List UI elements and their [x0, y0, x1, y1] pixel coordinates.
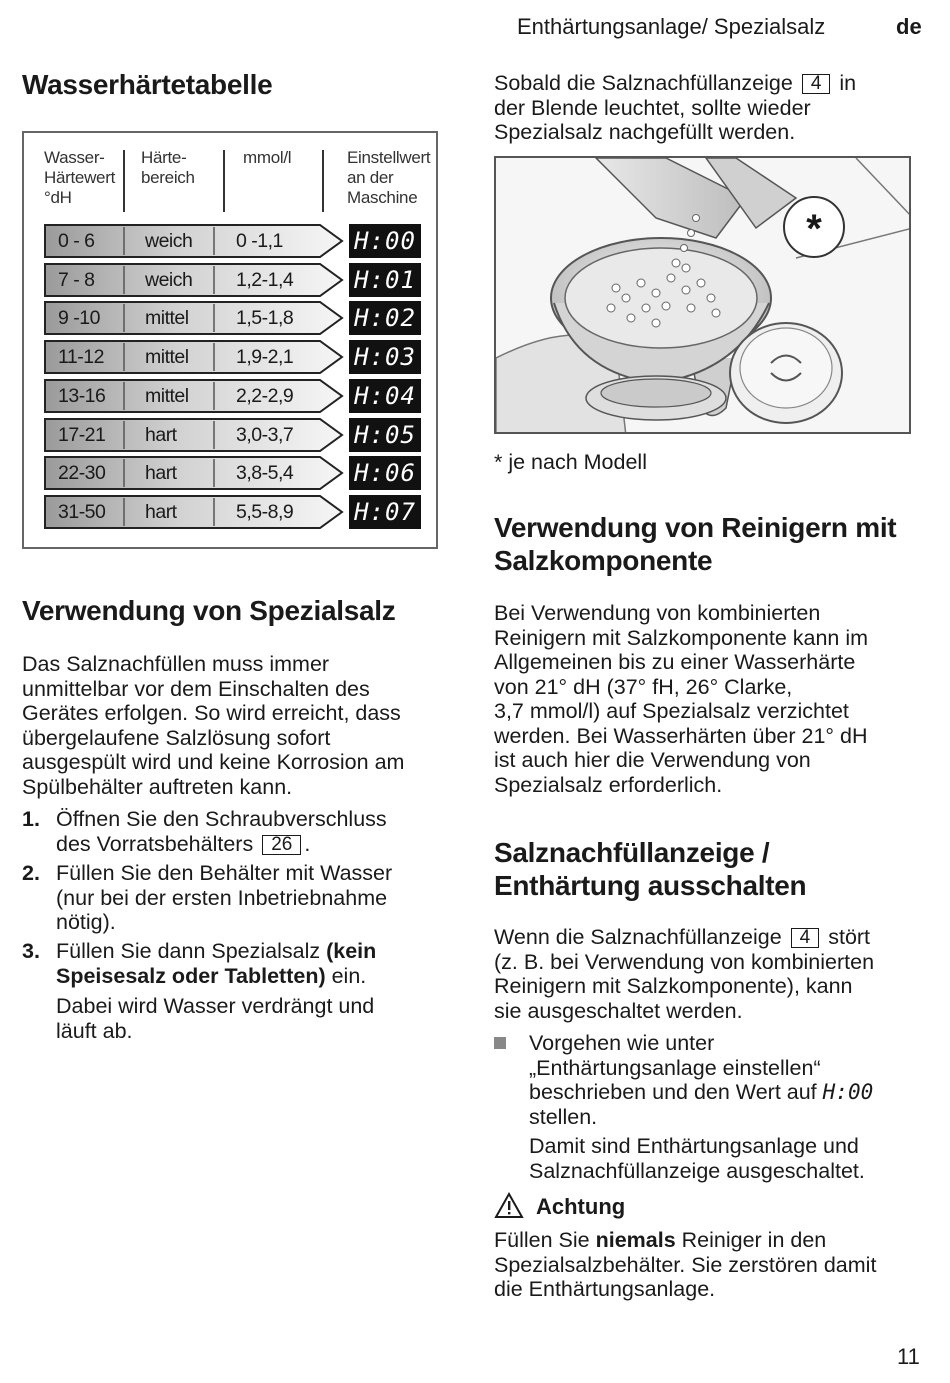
table-row — [44, 495, 424, 529]
model-marker: * — [806, 207, 822, 251]
table-heading: Wasserhärtetabelle — [22, 69, 273, 100]
machine-setting-display: H:06 — [349, 456, 421, 490]
hardness-dh: 31-50 — [58, 501, 106, 523]
hardness-range: mittel — [145, 307, 189, 329]
machine-setting-display: H:01 — [349, 263, 421, 297]
step-1: 1. Öffnen Sie den Schraubverschluss des Vorratsbehälters 26 . — [22, 807, 387, 856]
hardness-range: weich — [145, 230, 193, 252]
machine-setting-display: H:07 — [349, 495, 421, 529]
hardness-mmol: 3,0-3,7 — [236, 424, 294, 446]
reference-number: 4 — [791, 928, 820, 948]
machine-setting-display: H:03 — [349, 340, 421, 374]
warning-title: Achtung — [536, 1194, 626, 1219]
column-header-range: Härte- bereich — [141, 148, 195, 187]
hardness-mmol: 1,9-2,1 — [236, 346, 294, 368]
ausschalten-text: Wenn die Salznachfüllanzeige 4 stört (z. B. bei Verwendung von kombinierten Reinigern mit Salzkomponente), kann sie ausgeschaltet werden. — [494, 925, 875, 1023]
bullet-square-icon — [494, 1037, 506, 1049]
machine-setting-display: H:02 — [349, 301, 421, 335]
hardness-range: mittel — [145, 346, 189, 368]
column-divider — [322, 150, 324, 212]
table-row — [44, 379, 424, 413]
reference-number: 26 — [262, 835, 301, 855]
page-number: 11 — [897, 1344, 920, 1369]
hardness-dh: 11-12 — [58, 346, 104, 368]
reiniger-text: Bei Verwendung von kombinierten Reinigern mit Salzkomponente kann im Allgemeinen bis zu einer Wasserhärte von 21° dH (37° fH, 26° Clarke, 3,7 mmol/l) auf Spezialsalz verzichtet werden. Bei Wasserhärten über 21° dH ist auch hier die Verwendung von Spezialsalz erforderlich. — [494, 601, 869, 797]
hardness-dh: 13-16 — [58, 385, 106, 407]
hardness-range: hart — [145, 462, 177, 484]
hardness-range: hart — [145, 501, 177, 523]
warning-triangle-icon — [494, 1192, 524, 1219]
funnel-drawing — [496, 158, 911, 434]
table-row — [44, 224, 424, 258]
hardness-dh: 0 - 6 — [58, 230, 95, 252]
hardness-range: hart — [145, 424, 177, 446]
column-header-dh: Wasser- Härtewert °dH — [44, 148, 115, 207]
salt-filling-illustration — [494, 156, 911, 434]
setting-value: H:00 — [822, 1080, 874, 1104]
step-3: 3. Füllen Sie dann Spezialsalz (kein Speisesalz oder Tabletten) ein. Dabei wird Wasser verdrängt und läuft ab. — [22, 939, 377, 1043]
language-tag: de — [896, 14, 922, 39]
section-title: Enthärtungsanlage/ Spezialsalz — [517, 14, 826, 39]
machine-setting-display: H:00 — [349, 224, 421, 258]
table-row — [44, 301, 424, 335]
hardness-dh: 17-21 — [58, 424, 106, 446]
table-row — [44, 418, 424, 452]
machine-setting-display: H:05 — [349, 418, 421, 452]
hardness-mmol: 1,5-1,8 — [236, 307, 294, 329]
column-divider — [123, 150, 125, 212]
hardness-range: weich — [145, 269, 193, 291]
step-2: 2. Füllen Sie den Behälter mit Wasser (nur bei der ersten Inbetriebnahme nötig). — [22, 861, 393, 934]
hardness-range: mittel — [145, 385, 189, 407]
table-row — [44, 263, 424, 297]
section-heading-spezialsalz: Verwendung von Spezialsalz — [22, 595, 396, 626]
hardness-mmol: 0 -1,1 — [236, 230, 283, 252]
hardness-mmol: 5,5-8,9 — [236, 501, 294, 523]
page-header — [0, 14, 950, 44]
hardness-mmol: 3,8-5,4 — [236, 462, 294, 484]
hardness-dh: 7 - 8 — [58, 269, 95, 291]
refill-indicator-intro: Sobald die Salznachfüllanzeige 4 in der Blende leuchtet, sollte wieder Spezialsalz nachgefüllt werden. — [494, 71, 857, 144]
column-header-setting: Einstellwert an der Maschine — [347, 148, 431, 207]
machine-setting-display: H:04 — [349, 379, 421, 413]
bullet-instruction: Vorgehen wie unter „Enthärtungsanlage einstellen“ beschrieben und den Wert auf H:00 stellen. Damit sind Enthärtungsanlage und Salznachfüllanzeige ausgeschaltet. — [529, 1031, 874, 1183]
hardness-mmol: 1,2-1,4 — [236, 269, 294, 291]
hardness-dh: 9 -10 — [58, 307, 100, 329]
column-divider — [223, 150, 225, 212]
column-header-mmol: mmol/l — [243, 148, 292, 167]
hardness-dh: 22-30 — [58, 462, 106, 484]
hardness-mmol: 2,2-2,9 — [236, 385, 294, 407]
spezialsalz-intro: Das Salznachfüllen muss immer unmittelbar vor dem Einschalten des Gerätes erfolgen. So wird erreicht, dass übergelaufene Salzlösung sofort ausgespült wird und keine Korrosion am Spülbehälter auftreten kann. — [22, 652, 405, 799]
section-heading-reiniger: Verwendung von Reinigern mit Salzkomponente — [494, 512, 897, 576]
warning-text: Füllen Sie niemals Reiniger in den Spezialsalzbehälter. Sie zerstören damit die Enthärtungsanlage. — [494, 1228, 877, 1301]
table-row — [44, 340, 424, 374]
table-row — [44, 456, 424, 490]
reference-number: 4 — [802, 74, 831, 94]
footnote: * je nach Modell — [494, 450, 647, 474]
section-heading-ausschalten: Salznachfüllanzeige / Enthärtung ausschalten — [494, 837, 807, 901]
